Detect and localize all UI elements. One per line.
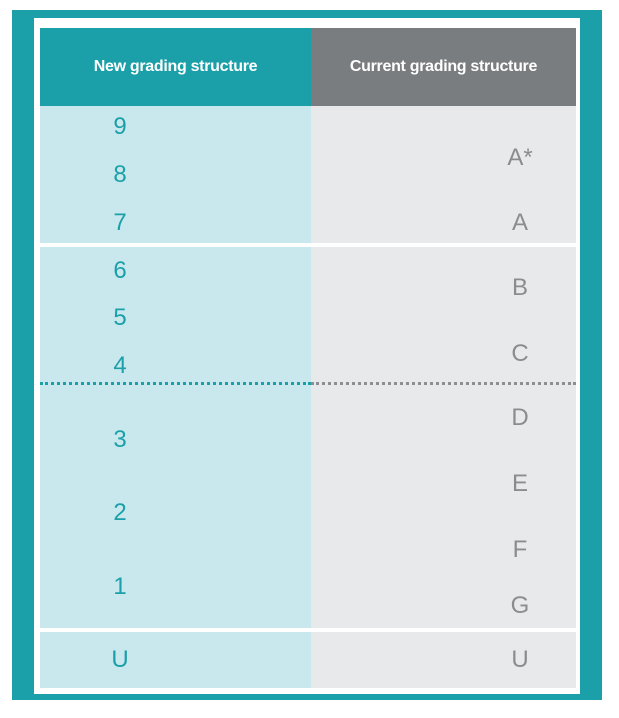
current-grading-header-label: Current grading structure: [349, 58, 538, 75]
new-grade-3: 3: [113, 426, 127, 453]
current-grade-A-star: A*: [507, 144, 533, 171]
current-grade-F: F: [512, 536, 528, 563]
row-separator-top: [40, 243, 576, 247]
current-grade-D: D: [511, 404, 529, 431]
table-frame: [12, 10, 602, 700]
current-grading-header: [311, 28, 576, 106]
current-grade-B: B: [511, 274, 528, 301]
new-grade-5: 5: [113, 304, 127, 331]
pass-line-left: [40, 382, 311, 385]
new-grading-header-label: New grading structure: [93, 58, 258, 75]
current-grade-C: C: [511, 340, 529, 367]
current-grade-U: U: [511, 646, 529, 673]
current-grade-A: A: [511, 209, 528, 236]
new-grade-4: 4: [113, 352, 127, 379]
new-grade-9: 9: [113, 113, 127, 140]
current-grade-E: E: [511, 470, 528, 497]
new-grade-6: 6: [113, 257, 127, 284]
new-grade-1: 1: [113, 573, 127, 600]
new-grading-header: [40, 28, 311, 106]
new-grades-column: [40, 28, 311, 688]
pass-line-right: [311, 382, 576, 385]
new-grade-2: 2: [113, 499, 127, 526]
new-grade-7: 7: [113, 209, 127, 236]
new-grade-U: U: [111, 646, 129, 673]
row-separator-bottom: [40, 628, 576, 632]
new-grade-8: 8: [113, 161, 127, 188]
current-grade-G: G: [510, 592, 530, 619]
grading-comparison-table: [34, 18, 580, 694]
